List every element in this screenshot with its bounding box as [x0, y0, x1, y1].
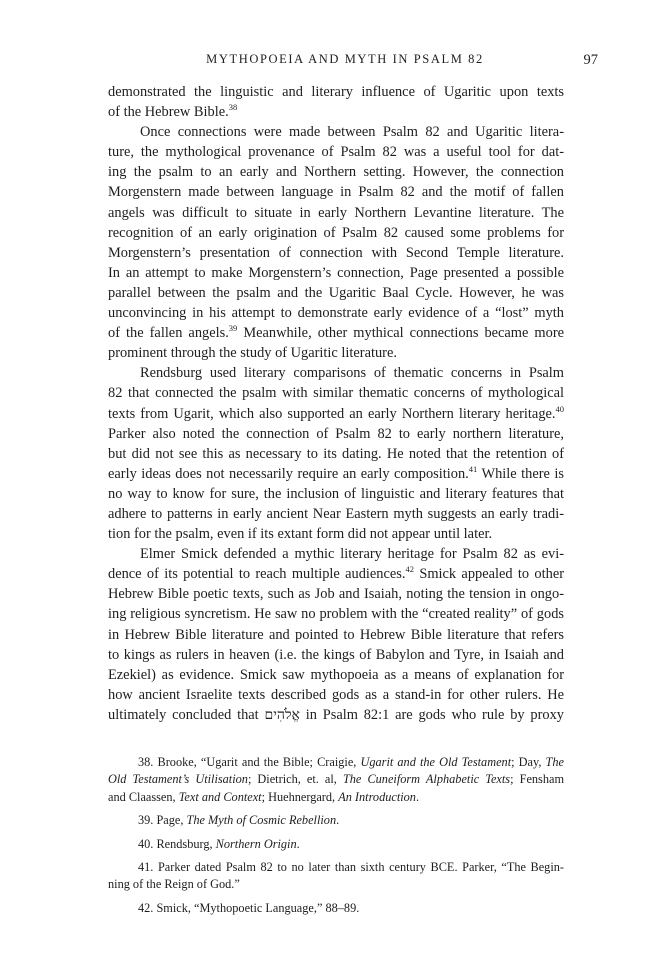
running-title: MYTHOPOEIA AND MYTH IN PSALM 82: [206, 52, 484, 66]
body-line: tion for the psalm, even if its extant form did not appear until later.: [108, 526, 493, 543]
footnote-41: 41. Parker dated Psalm 82 to no later than sixth century BCE. Parker, “The Begin-: [138, 859, 564, 874]
body-line: of the fallen angels.$^{39}$ Meanwhile, other mythical connections became more: [108, 323, 564, 342]
footnote-38-cont: Old Testament’s Utilisation; Dietrich, et. al, The Cuneiform Alphabetic Texts; Fensham: [108, 772, 565, 787]
page-number: 97: [583, 52, 598, 68]
footnote-40: 40. Rendsburg, Northern Origin.: [138, 836, 300, 851]
body-text: [108, 82, 564, 725]
body-line: dence of its potential to reach multiple audiences.$^{42}$ Smick appealed to other: [108, 564, 564, 583]
footnotes: [108, 754, 564, 917]
body-line: how ancient Israelite texts described gods as a stand-in for other rulers. He: [108, 686, 564, 703]
body-line: texts from Ugarit, which also supported an early Northern literary heritage.$^{40}$: [108, 403, 564, 422]
footnote-42: 42. Smick, “Mythopoetic Language,” 88–89.: [138, 900, 360, 915]
body-line: prominent through the study of Ugaritic literature.: [108, 345, 397, 362]
body-line: ing the psalm to an early and Northern setting. However, the connection: [108, 164, 564, 181]
body-line: Parker also noted the connection of Psalm 82 to early northern literature,: [108, 425, 564, 442]
body-line: ing religious syncretism. He saw no problem with the “created reality” of gods: [108, 606, 564, 623]
body-line: In an attempt to make Morgenstern’s connection, Page presented a possible: [108, 264, 564, 281]
body-line: Ezekiel) as evidence. Smick saw mythopoeia as a means of explanation for: [108, 666, 564, 683]
body-line: recognition of an early origination of Psalm 82 caused some problems for: [108, 224, 564, 241]
footnote-ref: 42: [405, 564, 414, 575]
body-line: Hebrew Bible poetic texts, such as Job and Isaiah, noting the tension in ongo-: [108, 586, 564, 603]
body-line: ture, the mythological provenance of Psalm 82 was a useful tool for dat-: [108, 144, 564, 161]
footnote-ref: 41: [468, 463, 478, 474]
hebrew-word: אֱלֹהִים: [264, 706, 300, 723]
footnote-39: 39. Page, The Myth of Cosmic Rebellion.: [138, 813, 340, 828]
body-line: 82 that connected the psalm with similar thematic concerns of mythological: [108, 385, 564, 402]
body-line: unconvincing in his attempt to demonstrate early evidence of a “lost” myth: [108, 305, 564, 322]
footnote-ref: 38: [228, 102, 238, 113]
body-line: angels was difficult to situate in early Northern Levantine literature. The: [108, 204, 564, 221]
footnote-ref: 39: [228, 323, 238, 334]
body-line: demonstrated the linguistic and literary influence of Ugaritic upon texts: [108, 84, 564, 100]
footnote-38: 38. Brooke, “Ugarit and the Bible; Craigie, Ugarit and the Old Testament; Day, The: [138, 755, 564, 769]
footnote-41-cont: ning of the Reign of God.”: [108, 877, 240, 892]
paragraph-start: Rendsburg used literary comparisons of thematic concerns in Psalm: [140, 365, 564, 382]
body-line: Morgenstern made between language in Psalm 82 and the motif of fallen: [108, 184, 564, 201]
footnote-38-cont: and Claassen, Text and Context; Huehnergard, An Introduction.: [108, 789, 420, 804]
body-line: no way to know for sure, the inclusion of linguistic and literary features that: [108, 485, 564, 502]
body-line: but did not see this as necessary to its dating. He noted that the retention of: [108, 445, 564, 462]
body-line: parallel between the psalm and the Ugaritic Baal Cycle. However, he was: [108, 284, 564, 301]
body-line: early ideas does not necessarily require an early composition.$^{41}$ While there is: [108, 463, 564, 482]
body-line: ultimately concluded that אֱלֹהִים in Psalm 82:1 are gods who rule by proxy: [108, 706, 564, 723]
body-line: adhere to patterns in early ancient Near Eastern myth suggests an early tradi-: [108, 505, 564, 522]
body-line: to kings as rulers in heaven (i.e. the kings of Babylon and Tyre, in Isaiah and: [108, 646, 564, 663]
body-line: of the Hebrew Bible.$^{38}$: [108, 102, 238, 121]
footnote-ref: 40: [555, 403, 564, 414]
paragraph-start: Once connections were made between Psalm 82 and Ugaritic litera-: [140, 124, 564, 141]
paragraph-start: Elmer Smick defended a mythic literary heritage for Psalm 82 as evi-: [140, 546, 564, 563]
body-line: Morgenstern’s presentation of connection with Second Temple literature.: [108, 244, 564, 261]
body-line: in Hebrew Bible literature and pointed to Hebrew Bible literature that refers: [108, 626, 564, 643]
